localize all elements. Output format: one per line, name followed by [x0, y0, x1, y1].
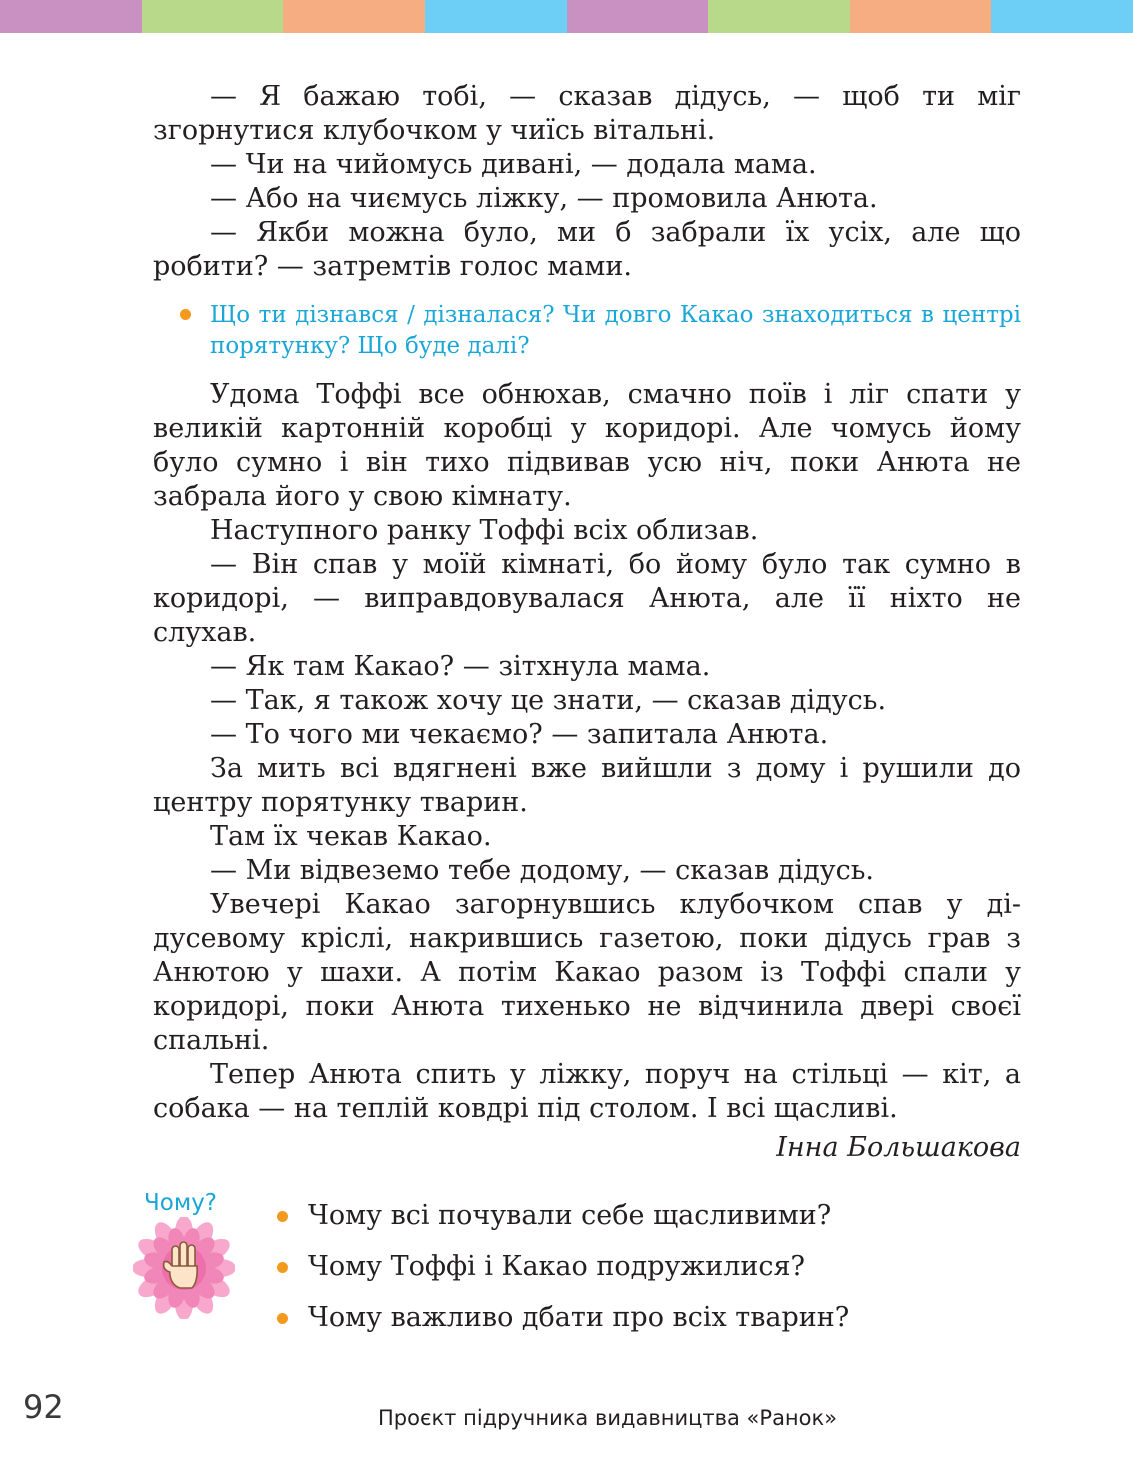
story-paragraph: — Чи на чийомусь дивані, — додала мама.: [210, 149, 817, 180]
why-question-text: Чому важливо дбати про всіх тварин?: [308, 1302, 850, 1333]
page-number: 92: [23, 1388, 64, 1426]
story-paragraph: Наступного ранку Тоффі всіх облизав.: [210, 515, 759, 546]
bullet-icon: [277, 1211, 288, 1222]
publisher-footer: Проєкт підручника видавництва «Ранок»: [378, 1406, 838, 1430]
color-stripe: [0, 0, 142, 33]
story-paragraph: — То чого ми чекаємо? — запитала Анюта.: [210, 719, 829, 750]
story-paragraph: — Я бажаю тобі, — сказав дідусь, — щоб ти міг згорнутися клубочком у чиїсь вітальні.: [153, 81, 1021, 146]
color-stripe: [850, 0, 992, 33]
why-label: Чому?: [144, 1190, 218, 1216]
story-paragraph: — Ми відвеземо тебе додому, — сказав дідусь.: [210, 855, 874, 886]
color-stripe-bar: [0, 0, 1133, 33]
story-paragraph: — Так, я також хочу це знати, — сказав дідусь.: [210, 685, 887, 716]
author-name: Інна Большакова: [776, 1132, 1021, 1163]
reading-question: [180, 300, 1021, 362]
story-text-bottom: [153, 378, 1021, 1126]
color-stripe: [567, 0, 709, 33]
reading-question-text: Що ти дізнався / дізналася? Чи довго Какао знаходиться в центрі порятунку? Що буде далі?: [210, 302, 1021, 359]
why-question-item: [277, 1301, 1037, 1352]
story-text-top: [153, 80, 1021, 284]
story-paragraph: Тепер Анюта спить у ліжку, поруч на стільці — кіт, а собака — на теплій ковдрі під столом. І всі щасливі.: [153, 1059, 1021, 1124]
why-question-text: Чому всі почували себе щасливими?: [308, 1200, 832, 1231]
bullet-icon: [180, 309, 191, 320]
color-stripe: [283, 0, 425, 33]
bullet-icon: [277, 1313, 288, 1324]
why-question-item: [277, 1199, 1037, 1250]
color-stripe: [425, 0, 567, 33]
story-paragraph: Там їх чекав Какао.: [210, 821, 492, 852]
story-paragraph: Удома Тоффі все обнюхав, смачно поїв і ліг спати у великій картонній коробці у коридорі. Але чомусь йому було сумно і він тихо підвивав усю ніч, поки Анюта не забрала його у свою кімнату.: [153, 379, 1021, 512]
story-paragraph: Увечері Какао загорнувшись клубочком спав у ді-дусевому кріслі, накрившись газетою, поки дідусь грав з Анютою у шахи. А потім Какао разом із Тоффі спали у коридорі, поки Анюта тихенько не відчинила двері своєї спальні.: [153, 889, 1021, 1056]
story-paragraph: — Якби можна було, ми б забрали їх усіх, але що робити? — затремтів голос мами.: [153, 217, 1021, 282]
why-questions-list: [277, 1199, 1037, 1352]
story-paragraph: За мить всі вдягнені вже вийшли з дому і рушили до центру порятунку тварин.: [153, 753, 1021, 818]
color-stripe: [991, 0, 1133, 33]
color-stripe: [708, 0, 850, 33]
story-paragraph: — Як там Какао? — зітхнула мама.: [210, 651, 711, 682]
three-fingers-hand-icon: [133, 1217, 235, 1319]
bullet-icon: [277, 1262, 288, 1273]
story-paragraph: — Він спав у моїй кімнаті, бо йому було так сумно в коридорі, — виправдовувалася Анюта, але її ніхто не слухав.: [153, 549, 1021, 648]
why-question-item: [277, 1250, 1037, 1301]
why-question-text: Чому Тоффі і Какао подружилися?: [308, 1251, 806, 1282]
color-stripe: [142, 0, 284, 33]
story-paragraph: — Або на чиємусь ліжку, — промовила Анюта.: [210, 183, 878, 214]
